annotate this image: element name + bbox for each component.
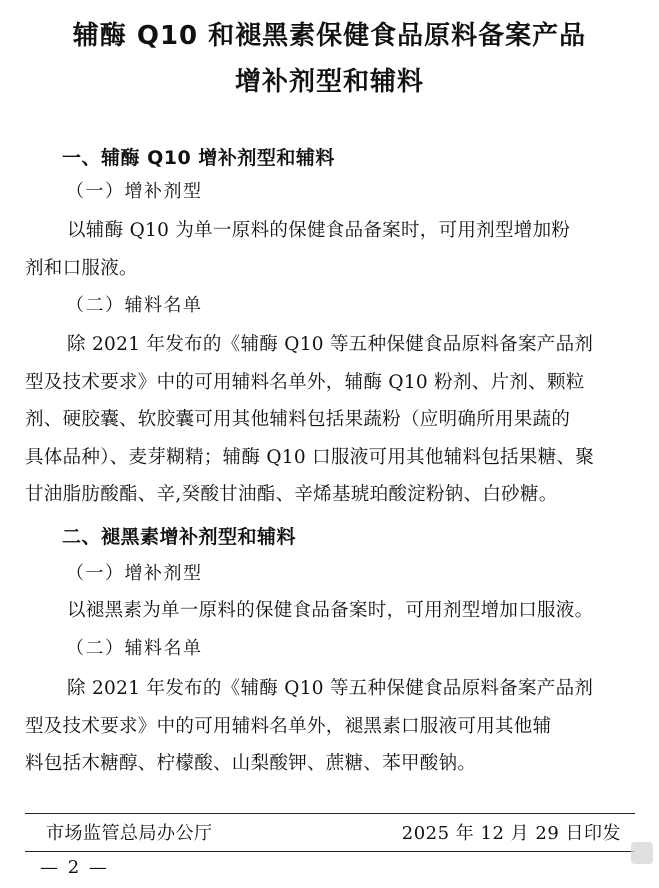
- section1-sub1-heading: （一）增补剂型: [66, 181, 203, 202]
- paragraph-line: 剂和口服液。: [25, 257, 138, 279]
- paragraph-line: 具体品种）、麦芽糊精；辅酶 Q10 口服液可用其他辅料包括果糖、聚: [25, 446, 595, 468]
- section2-sub2-paragraph: [25, 670, 625, 783]
- paragraph-line: 除 2021 年发布的《辅酶 Q10 等五种保健食品原料备案产品剂: [67, 334, 594, 355]
- footer-top-rule: [25, 813, 635, 814]
- paragraph-line: 以辅酶 Q10 为单一原料的保健食品备案时，可用剂型增加粉: [67, 220, 571, 241]
- page-number: — 2 —: [40, 857, 109, 878]
- section1-sub1-paragraph: [25, 212, 625, 287]
- watermark-icon: [631, 842, 653, 864]
- paragraph-line: 型及技术要求》中的可用辅料名单外，褪黑素口服液可用其他辅: [25, 715, 552, 737]
- document-title-line1: 辅酶 Q10 和褪黑素保健食品原料备案产品: [72, 21, 587, 51]
- footer-bottom-rule: [25, 851, 635, 852]
- paragraph-line: 剂、硬胶囊、软胶囊可用其他辅料包括果蔬粉（应明确所用果蔬的: [25, 409, 571, 431]
- section1-heading: 一、辅酶 Q10 增补剂型和辅料: [62, 147, 335, 169]
- paragraph-line: 型及技术要求》中的可用辅料名单外，辅酶 Q10 粉剂、片剂、颗粒: [25, 371, 585, 393]
- issuer-name: 市场监管总局办公厅: [46, 823, 213, 844]
- document-title-line2: 增补剂型和辅料: [234, 67, 424, 97]
- section2-sub1-heading: （一）增补剂型: [66, 563, 203, 584]
- section1-sub2-heading: （二）辅料名单: [66, 295, 203, 316]
- paragraph-line: 甘油脂肪酸酯、辛,癸酸甘油酯、辛烯基琥珀酸淀粉钠、白砂糖。: [25, 484, 558, 506]
- paragraph-line: 除 2021 年发布的《辅酶 Q10 等五种保健食品原料备案产品剂: [67, 678, 594, 699]
- section2-heading: 二、褪黑素增补剂型和辅料: [62, 526, 297, 548]
- paragraph-line: 以褪黑素为单一原料的保健食品备案时，可用剂型增加口服液。: [67, 600, 594, 621]
- section2-sub1-paragraph: [25, 592, 625, 630]
- issue-date: 2025 年 12 月 29 日印发: [401, 823, 621, 844]
- paragraph-line: 料包括木糖醇、柠檬酸、山梨酸钾、蔗糖、苯甲酸钠。: [25, 753, 477, 775]
- section1-sub2-paragraph: [25, 326, 625, 514]
- section2-sub2-heading: （二）辅料名单: [66, 638, 203, 659]
